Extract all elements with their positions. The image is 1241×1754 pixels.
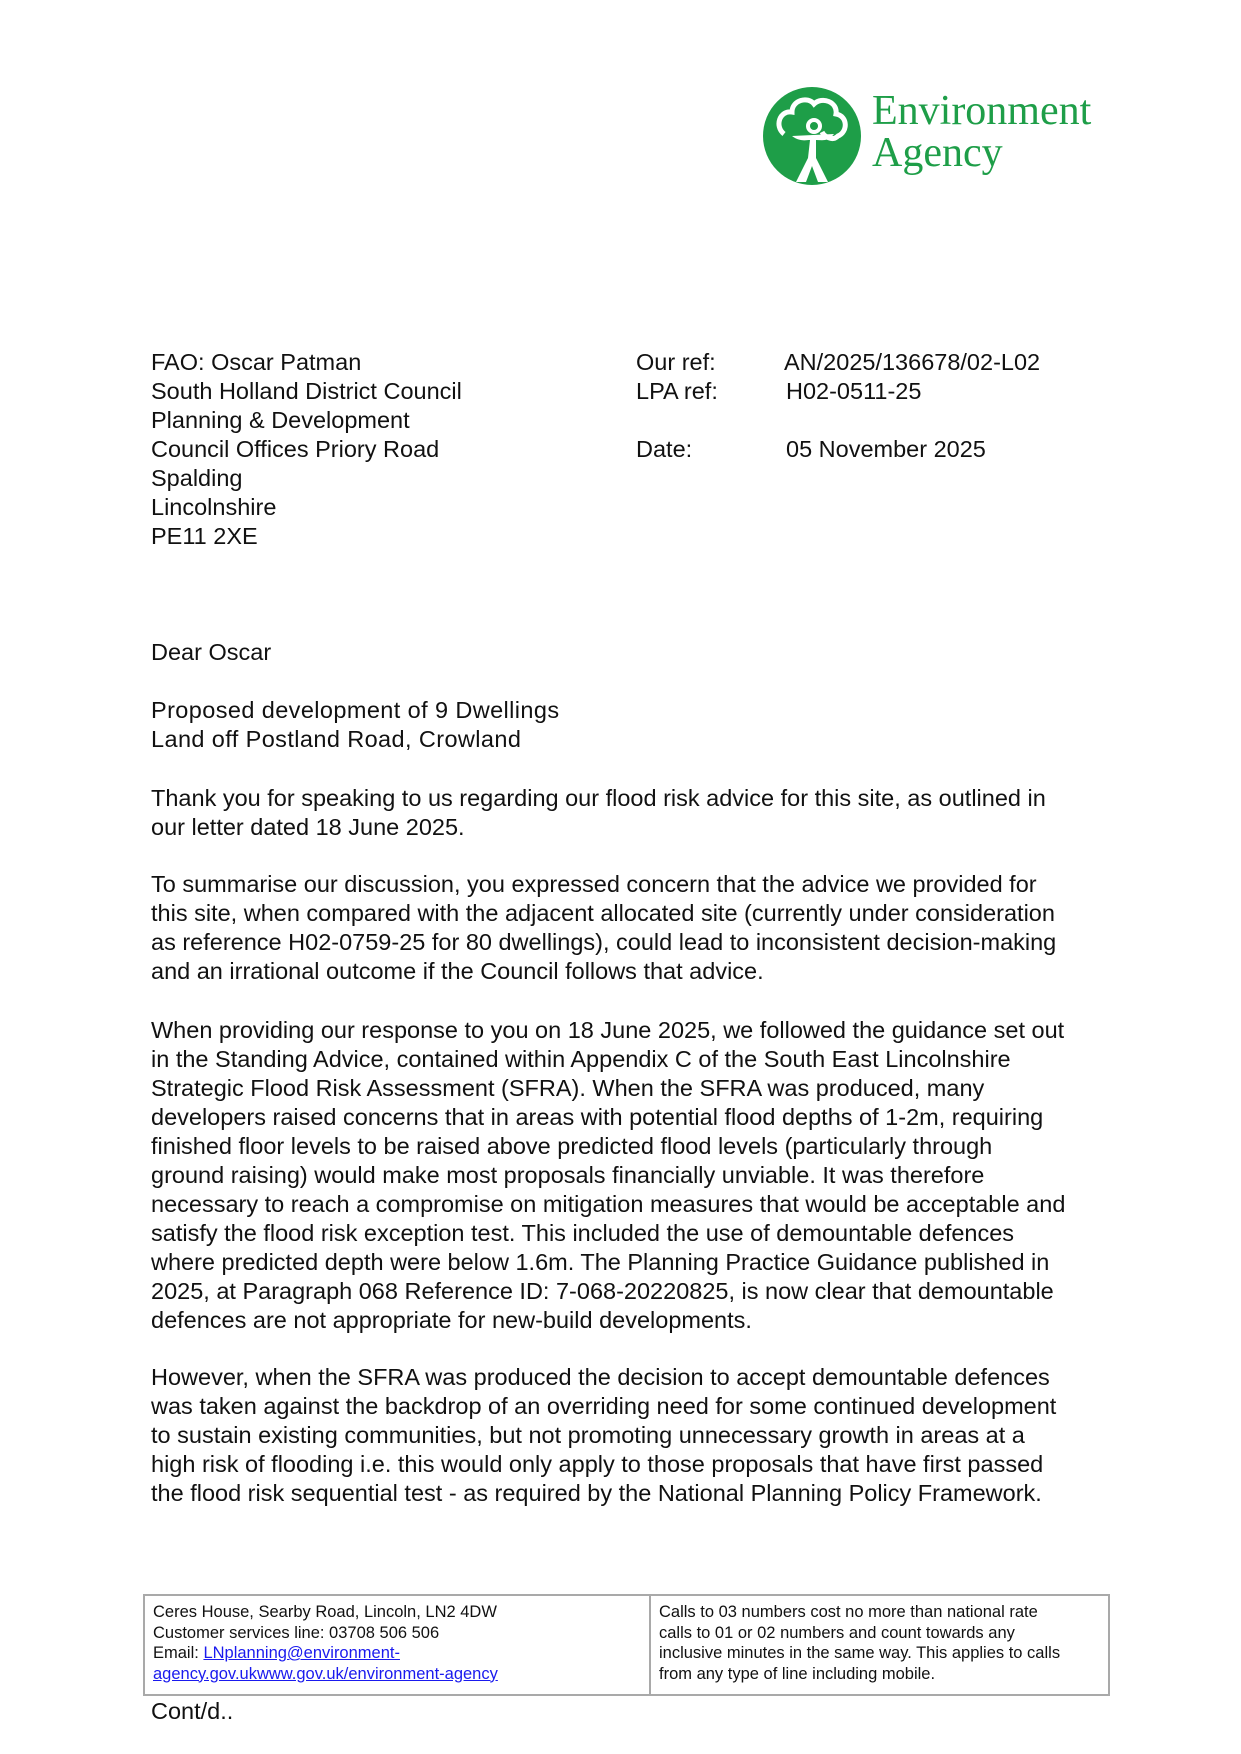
footer-contact-box	[143, 1594, 1110, 1696]
address-line: Planning & Development	[151, 407, 410, 433]
text-line: our letter dated 18 June 2025.	[151, 814, 465, 840]
footer-phone: Customer services line: 03708 506 506	[153, 1623, 440, 1642]
reference-labels	[636, 348, 718, 464]
paragraph-2	[151, 870, 1056, 986]
our-ref-value: AN/2025/136678/02-L02	[784, 349, 1041, 375]
continued-note: Cont/d..	[151, 1698, 234, 1724]
text-line: as reference H02-0759-25 for 80 dwellings), could lead to inconsistent decision-making	[151, 929, 1057, 955]
text-line: developers raised concerns that in areas with potential flood depths of 1-2m, requiring	[151, 1104, 1044, 1130]
logo-text-line2: Agency	[872, 130, 1003, 176]
text-line: inclusive minutes in the same way. This applies to calls	[659, 1644, 1061, 1662]
text-line: from any type of line including mobile.	[659, 1664, 936, 1683]
our-ref-label: Our ref:	[636, 349, 716, 375]
text-line: Thank you for speaking to us regarding our flood risk advice for this site, as outlined in	[151, 785, 1046, 811]
footer-email-label: Email:	[153, 1644, 204, 1662]
paragraph-4	[151, 1363, 1056, 1508]
address-line: PE11 2XE	[151, 523, 258, 549]
text-line: 2025, at Paragraph 068 Reference ID: 7-068-20220825, is now clear that demountable	[151, 1278, 1054, 1304]
logo-text-line1: Environment	[872, 88, 1092, 134]
footer-website-link[interactable]: agency.gov.ukwww.gov.uk/environment-agency	[153, 1664, 498, 1683]
text-line: high risk of flooding i.e. this would only apply to those proposals that have first passed	[151, 1451, 1044, 1477]
text-line: calls to 01 or 02 numbers and count towards any	[659, 1623, 1015, 1642]
text-line: defences are not appropriate for new-build developments.	[151, 1307, 752, 1333]
environment-agency-logo	[762, 86, 1124, 188]
subject-line: Proposed development of 9 Dwellings	[151, 697, 560, 723]
text-line: necessary to reach a compromise on mitigation measures that would be acceptable and	[151, 1191, 1066, 1217]
footer-email-link[interactable]: LNplanning@environment-	[203, 1644, 400, 1662]
text-line: was taken against the backdrop of an overriding need for some continued development	[151, 1393, 1057, 1419]
subject	[151, 696, 560, 754]
text-line: ground raising) would make most proposals financially unviable. It was therefore	[151, 1162, 985, 1188]
address-line: Lincolnshire	[151, 494, 277, 520]
recipient-address	[151, 348, 462, 551]
lpa-ref-value: H02-0511-25	[786, 378, 922, 404]
lpa-ref-label: LPA ref:	[636, 378, 718, 404]
address-line: Spalding	[151, 465, 243, 491]
salutation: Dear Oscar	[151, 639, 272, 665]
paragraph-3	[151, 1016, 1065, 1335]
date-value: 05 November 2025	[786, 436, 986, 462]
text-line: and an irrational outcome if the Council follows that advice.	[151, 958, 764, 984]
address-line: Council Offices Priory Road	[151, 436, 440, 462]
date-label: Date:	[636, 436, 693, 462]
text-line: satisfy the flood risk exception test. This included the use of demountable defences	[151, 1220, 1015, 1246]
tree-figure-icon	[762, 86, 862, 186]
footer-address: Ceres House, Searby Road, Lincoln, LN2 4DW	[153, 1603, 497, 1621]
footer-contact-details	[145, 1596, 651, 1694]
text-line: To summarise our discussion, you expressed concern that the advice we provided for	[151, 871, 1037, 897]
text-line: to sustain existing communities, but not promoting unnecessary growth in areas at a	[151, 1422, 1025, 1448]
address-line: South Holland District Council	[151, 378, 462, 404]
text-line: the flood risk sequential test - as required by the National Planning Policy Framework.	[151, 1480, 1042, 1506]
text-line: finished floor levels to be raised above predicted flood levels (particularly through	[151, 1133, 993, 1159]
footer-calls-note	[651, 1596, 1108, 1694]
text-line: in the Standing Advice, contained within Appendix C of the South East Lincolnshire	[151, 1046, 1011, 1072]
text-line: Calls to 03 numbers cost no more than national rate	[659, 1603, 1038, 1621]
text-line: this site, when compared with the adjacent allocated site (currently under consideration	[151, 900, 1055, 926]
subject-line: Land off Postland Road, Crowland	[151, 726, 522, 752]
paragraph-1	[151, 784, 1046, 842]
address-line: FAO: Oscar Patman	[151, 349, 362, 375]
text-line: where predicted depth were below 1.6m. The Planning Practice Guidance published in	[151, 1249, 1050, 1275]
text-line: However, when the SFRA was produced the decision to accept demountable defences	[151, 1364, 1050, 1390]
text-line: Strategic Flood Risk Assessment (SFRA). When the SFRA was produced, many	[151, 1075, 985, 1101]
text-line: When providing our response to you on 18 June 2025, we followed the guidance set out	[151, 1017, 1065, 1043]
reference-values	[786, 348, 1040, 464]
